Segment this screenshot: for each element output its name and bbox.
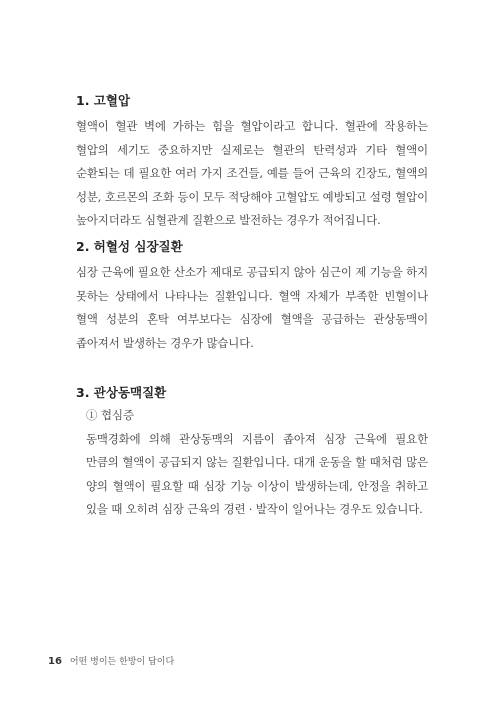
page-footer [48,654,174,667]
section-body: 혈액이 혈관 벽에 가하는 힘을 혈압이라고 합니다. 혈관에 작용하는 혈압의 세기도 중요하지만 실제로는 혈관의 탄력성과 기타 혈액이 순환되는 데 필요한 여러 가지 조건들, 예를 들어 근육의 긴장도, 혈액의 성분, 호르몬의 조화 등이 모두 적당해야 고혈압도 예방되고 설령 혈압이 높아지더라도 심혈관계 질환으로 발전하는 경우가 적어집니다. [76,119,428,227]
section-heading: 2. 허혈성 심장질환 [76,239,183,254]
section-coronary-artery-disease [76,384,428,522]
section-heading: 3. 관상동맥질환 [76,385,167,400]
subsection-heading: ① 협심증 [86,408,135,422]
page-number: 16 [48,656,62,667]
book-title: 어떤 병이든 한방이 답이다 [69,657,175,667]
section-body: 동맥경화에 의해 관상동맥의 지름이 좁아져 심장 근육에 필요한 만큼의 혈액이 공급되지 않는 질환입니다. 대개 운동을 할 때처럼 많은 양의 혈액이 필요할 때 심장 기능 이상이 발생하는데, 안정을 취하고 있을 때 오히려 심장 근육의 경련 · 발작이 일어나는 경우도 있습니다. [86,431,428,516]
section-body: 심장 근육에 필요한 산소가 제대로 공급되지 않아 심근이 제 기능을 하지 못하는 상태에서 나타나는 질환입니다. 혈액 자체가 부족한 빈혈이나 혈액 성분의 혼탁 여부보다는 심장에 혈액을 공급하는 관상동맥이 좁아져서 발생하는 경우가 많습니다. [76,265,428,350]
section-ischemic-heart-disease [76,238,428,355]
section-heading: 1. 고혈압 [76,93,131,108]
section-hypertension [76,92,428,233]
